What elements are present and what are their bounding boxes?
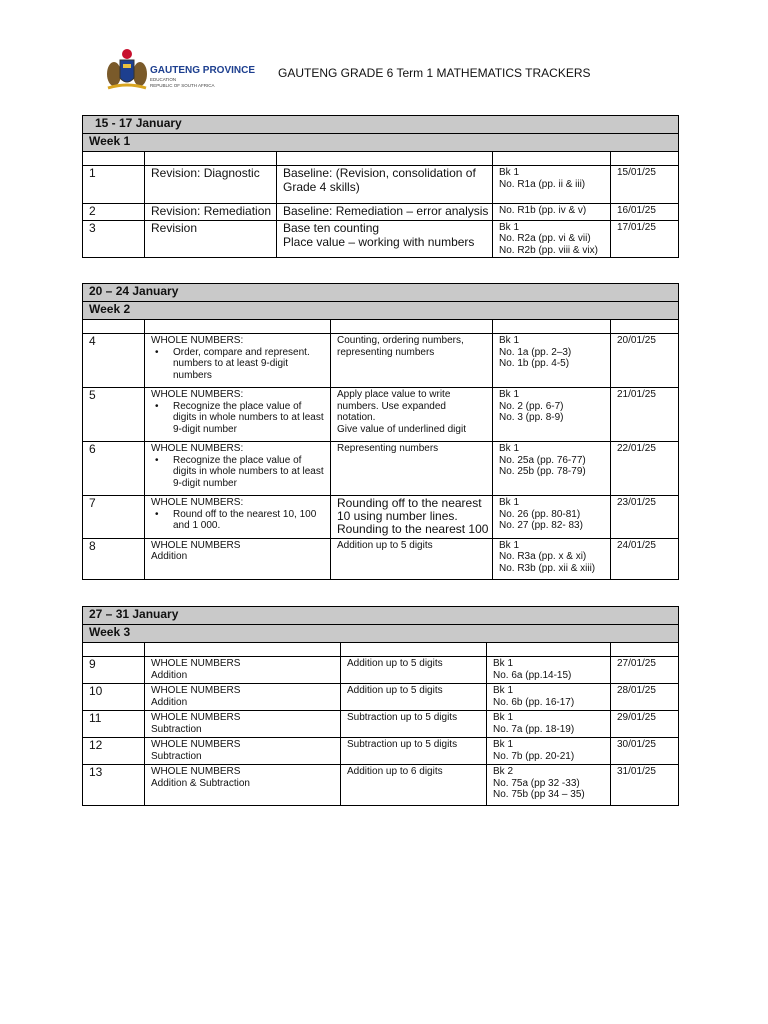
topic-cell: WHOLE NUMBERS: • Round off to the nearest 10, 100 and 1 000. — [145, 496, 331, 539]
logo-sub2: REPUBLIC OF SOUTH AFRICA — [150, 83, 215, 88]
reference-cell: Bk 1 No. 1a (pp. 2–3) No. 1b (pp. 4-5) — [493, 334, 611, 388]
topic-cell: WHOLE NUMBERS Subtraction — [145, 738, 341, 765]
topic-cell: WHOLE NUMBERS Addition & Subtraction — [145, 765, 341, 806]
coat-of-arms-icon — [107, 49, 147, 88]
content-cell: Counting, ordering numbers, representing numbers — [331, 334, 493, 388]
lesson-number: 2 — [83, 204, 145, 221]
date-cell: 27/01/25 — [611, 657, 679, 684]
topic-cell: Revision: Diagnostic — [145, 166, 277, 204]
table-row — [83, 738, 679, 765]
topic-cell: Revision: Remediation — [145, 204, 277, 221]
content-cell: Addition up to 6 digits — [341, 765, 487, 806]
date-range: 20 – 24 January — [83, 284, 679, 302]
content-cell: Addition up to 5 digits — [341, 657, 487, 684]
week-label: Week 2 — [83, 302, 679, 320]
content-cell: Addition up to 5 digits — [341, 684, 487, 711]
lesson-number: 7 — [83, 496, 145, 539]
table-row — [83, 538, 679, 579]
reference-cell: Bk 1 No. 25a (pp. 76-77) No. 25b (pp. 78-79) — [493, 442, 611, 496]
tracker-table-week1 — [82, 115, 679, 258]
topic-cell: WHOLE NUMBERS Subtraction — [145, 711, 341, 738]
reference-cell: Bk 1 No. 2 (pp. 6-7) No. 3 (pp. 8-9) — [493, 388, 611, 442]
date-cell: 29/01/25 — [611, 711, 679, 738]
table-row — [83, 765, 679, 806]
date-cell: 20/01/25 — [611, 334, 679, 388]
topic-cell: WHOLE NUMBERS Addition — [145, 538, 331, 579]
date-range: 27 – 31 January — [83, 607, 679, 625]
table-row — [83, 711, 679, 738]
content-cell: Apply place value to write numbers. Use expanded notation. Give value of underlined digit — [331, 388, 493, 442]
topic-cell: WHOLE NUMBERS: • Recognize the place value of digits in whole numbers to at least 9-digit number — [145, 442, 331, 496]
date-range: 15 - 17 January — [83, 116, 679, 134]
topic-cell: WHOLE NUMBERS Addition — [145, 657, 341, 684]
tracker-table-week2 — [82, 283, 679, 580]
table-row — [83, 204, 679, 221]
table-row — [83, 166, 679, 204]
lesson-number: 12 — [83, 738, 145, 765]
lesson-number: 11 — [83, 711, 145, 738]
reference-cell: Bk 1 No. 6b (pp. 16-17) — [487, 684, 611, 711]
date-cell: 23/01/25 — [611, 496, 679, 539]
table-row — [83, 657, 679, 684]
reference-cell: Bk 1 No. R1a (pp. ii & iii) — [493, 166, 611, 204]
date-cell: 16/01/25 — [611, 204, 679, 221]
date-cell: 21/01/25 — [611, 388, 679, 442]
content-cell: Subtraction up to 5 digits — [341, 738, 487, 765]
reference-cell: Bk 1 No. 7a (pp. 18-19) — [487, 711, 611, 738]
date-cell: 15/01/25 — [611, 166, 679, 204]
reference-cell: Bk 1 No. 6a (pp.14-15) — [487, 657, 611, 684]
content-cell: Baseline: Remediation – error analysis — [277, 204, 493, 221]
topic-bullet: • Recognize the place value of digits in whole numbers to at least 9-digit number — [151, 455, 324, 490]
lesson-number: 1 — [83, 166, 145, 204]
reference-cell: Bk 1 No. 7b (pp. 20-21) — [487, 738, 611, 765]
week-label: Week 1 — [83, 134, 679, 152]
table-row — [83, 496, 679, 539]
date-cell: 31/01/25 — [611, 765, 679, 806]
topic-bullet: • Round off to the nearest 10, 100 and 1 000. — [151, 509, 324, 532]
date-cell: 17/01/25 — [611, 220, 679, 258]
lesson-number: 8 — [83, 538, 145, 579]
content-cell: Base ten counting Place value – working with numbers — [277, 220, 493, 258]
topic-cell: WHOLE NUMBERS: • Order, compare and represent. numbers to at least 9-digit numbers — [145, 334, 331, 388]
date-cell: 22/01/25 — [611, 442, 679, 496]
table-row — [83, 388, 679, 442]
table-row — [83, 684, 679, 711]
content-cell: Subtraction up to 5 digits — [341, 711, 487, 738]
table-row — [83, 220, 679, 258]
lesson-number: 10 — [83, 684, 145, 711]
lesson-number: 9 — [83, 657, 145, 684]
date-cell: 30/01/25 — [611, 738, 679, 765]
reference-cell: Bk 2 No. 75a (pp 32 -33) No. 75b (pp 34 – 35) — [487, 765, 611, 806]
gauteng-province-logo — [100, 46, 256, 96]
topic-cell: WHOLE NUMBERS Addition — [145, 684, 341, 711]
content-cell: Addition up to 5 digits — [331, 538, 493, 579]
page-title: GAUTENG GRADE 6 Term 1 MATHEMATICS TRACKERS — [278, 66, 591, 80]
reference-cell: Bk 1 No. R2a (pp. vi & vii) No. R2b (pp. viii & vix) — [493, 220, 611, 258]
lesson-number: 13 — [83, 765, 145, 806]
topic-bullet: • Order, compare and represent. numbers to at least 9-digit numbers — [151, 347, 324, 382]
date-cell: 28/01/25 — [611, 684, 679, 711]
lesson-number: 4 — [83, 334, 145, 388]
content-cell: Baseline: (Revision, consolidation of Grade 4 skills) — [277, 166, 493, 204]
table-row — [83, 334, 679, 388]
logo-text: GAUTENG PROVINCE — [150, 65, 256, 76]
topic-cell: Revision — [145, 220, 277, 258]
logo-sub1: EDUCATION — [150, 77, 177, 82]
tracker-table-week3 — [82, 606, 679, 806]
content-cell: Rounding off to the nearest 10 using number lines. Rounding to the nearest 100 — [331, 496, 493, 539]
lesson-number: 6 — [83, 442, 145, 496]
topic-cell: WHOLE NUMBERS: • Recognize the place value of digits in whole numbers to at least 9-digit number — [145, 388, 331, 442]
content-cell: Representing numbers — [331, 442, 493, 496]
lesson-number: 3 — [83, 220, 145, 258]
week-label: Week 3 — [83, 625, 679, 643]
table-row — [83, 442, 679, 496]
topic-bullet: • Recognize the place value of digits in whole numbers to at least 9-digit number — [151, 401, 324, 436]
reference-cell: Bk 1 No. R3a (pp. x & xi) No. R3b (pp. xii & xiii) — [493, 538, 611, 579]
reference-cell: No. R1b (pp. iv & v) — [493, 204, 611, 221]
date-cell: 24/01/25 — [611, 538, 679, 579]
lesson-number: 5 — [83, 388, 145, 442]
reference-cell: Bk 1 No. 26 (pp. 80-81) No. 27 (pp. 82- 83) — [493, 496, 611, 539]
